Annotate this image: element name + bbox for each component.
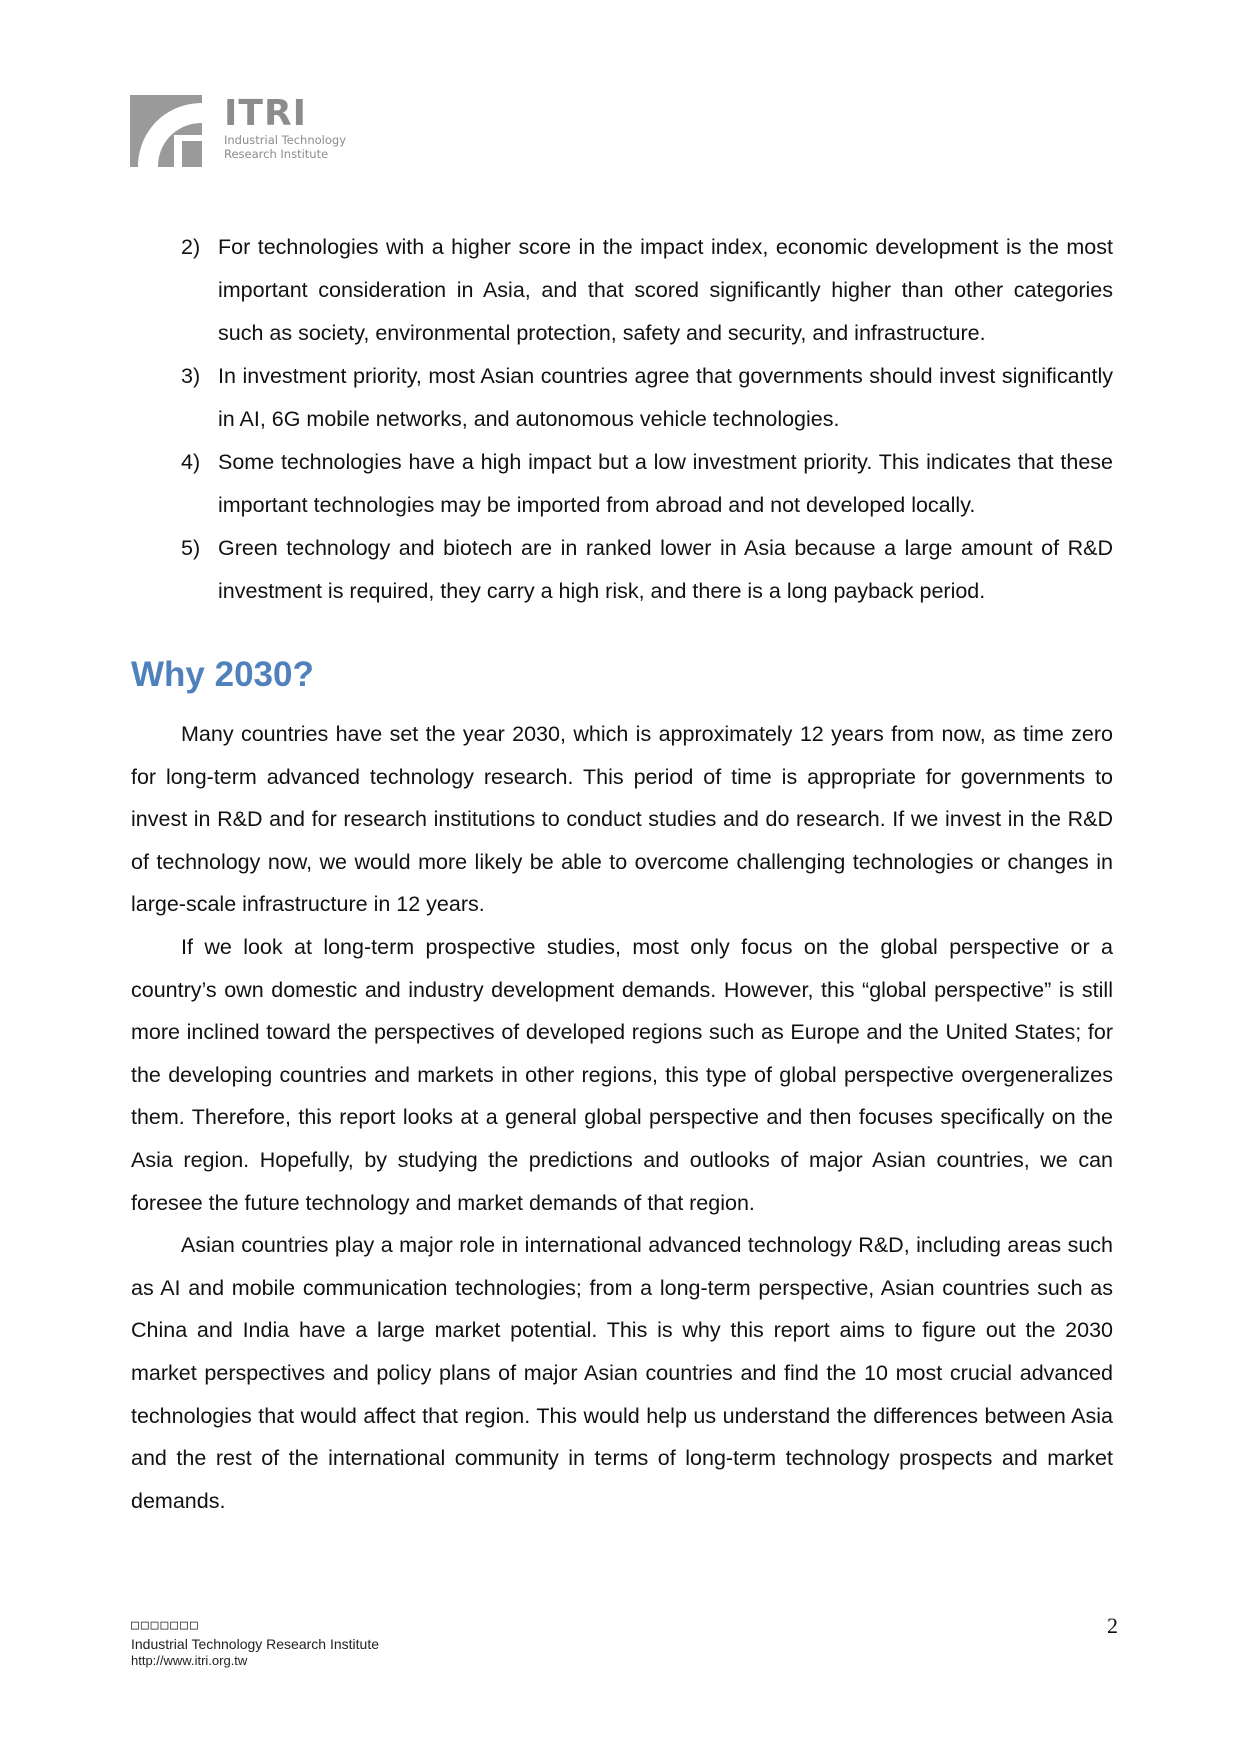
list-item [131,355,1113,441]
list-item-text: Some technologies have a high impact but a low investment priority. This indicates that these important technologies may be imported from abroad and not developed locally. [218,450,1113,517]
footer-url-link[interactable]: http://www.itri.org.tw [131,1653,248,1668]
logo-title: ITRI [224,93,308,134]
list-item [131,226,1113,355]
itri-logo-mark-icon [130,95,202,167]
page-footer [131,1617,1131,1669]
logo-subtitle-line1: Industrial Technology [224,133,347,147]
list-item-number: 5) [181,536,201,560]
list-item [131,527,1113,613]
body-paragraph-3: Asian countries play a major role in international advanced technology R&D, including areas such as AI and mobile communication technologies; from a long-term perspective, Asian countries such as China and India have a large market potential. This is why this report aims to figure out the 2030 market perspectives and policy plans of major Asian countries and find the 10 most crucial advanced technologies that would affect that region. This would help us understand the differences between Asia and the rest of the international community in terms of long-term technology prospects and market demands. [131,1233,1113,1513]
section-heading: Why 2030? [131,655,314,694]
list-item-number: 2) [181,235,201,259]
footer-org-native-name: □□□□□□□ [131,1618,200,1633]
findings-list [131,226,1113,613]
logo-subtitle-line2: Research Institute [224,147,329,161]
itri-logo [130,95,346,169]
main-content [131,226,1113,1522]
list-item-text: Green technology and biotech are in ranked lower in Asia because a large amount of R&D investment is required, they carry a high risk, and there is a long payback period. [218,536,1113,603]
logo-text-block [224,95,346,161]
list-item-number: 4) [181,450,201,474]
body-paragraph-2: If we look at long-term prospective studies, most only focus on the global perspective or a country’s own domestic and industry development demands. However, this “global perspective” is still more inclined toward the perspectives of developed regions such as Europe and the United States; for the developing countries and markets in other regions, this type of global perspective overgeneralizes them. Therefore, this report looks at a general global perspective and then focuses specifically on the Asia region. Hopefully, by studying the predictions and outlooks of major Asian countries, we can foresee the future technology and market demands of that region. [131,934,1113,1215]
list-item-number: 3) [181,364,201,388]
page-number: 2 [1107,1613,1118,1638]
list-item [131,441,1113,527]
list-item-text: For technologies with a higher score in the impact index, economic development is the most important consideration in Asia, and that scored significantly higher than other categories such as society, environmental protection, safety and security, and infrastructure. [218,235,1113,345]
body-paragraph-1: Many countries have set the year 2030, which is approximately 12 years from now, as time zero for long-term advanced technology research. This period of time is appropriate for governments to invest in R&D and for research institutions to conduct studies and do research. If we invest in the R&D of technology now, we would more likely be able to overcome challenging technologies or changes in large-scale infrastructure in 12 years. [131,722,1113,917]
list-item-text: In investment priority, most Asian countries agree that governments should invest significantly in AI, 6G mobile networks, and autonomous vehicle technologies. [218,364,1113,431]
footer-org-name: Industrial Technology Research Institute [131,1636,379,1652]
